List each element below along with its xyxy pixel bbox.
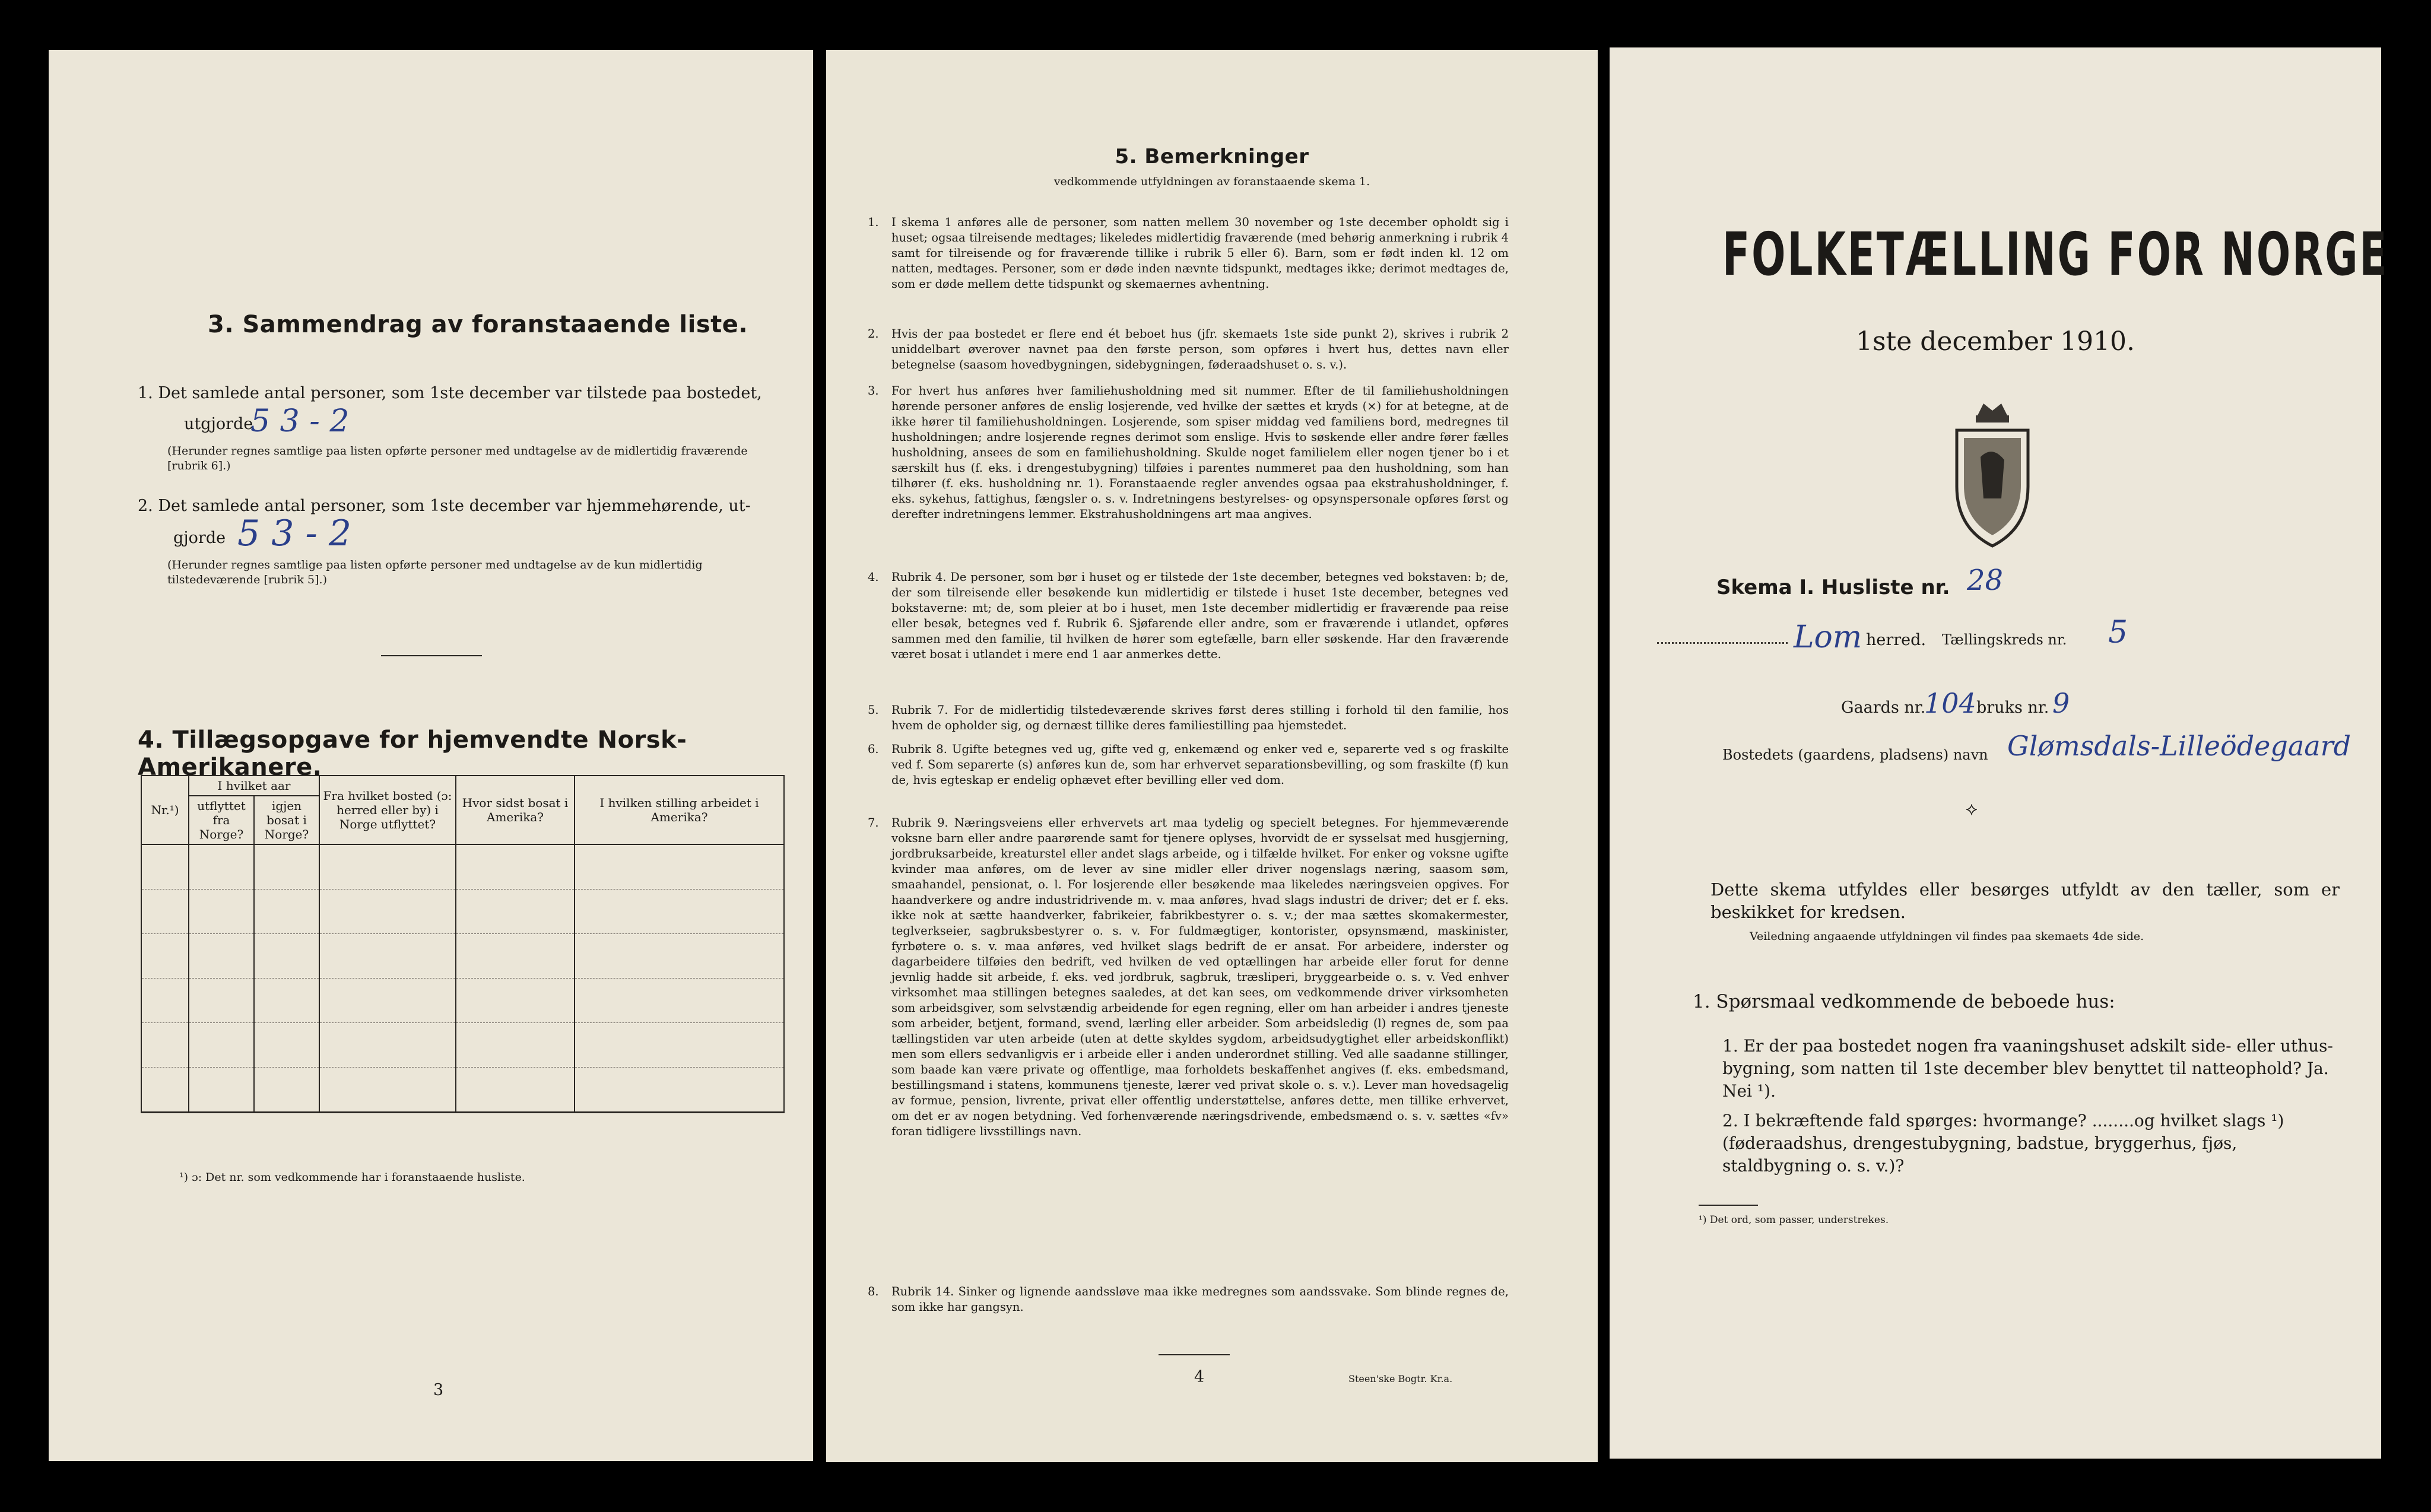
herred-label: herred.: [1866, 631, 1927, 649]
summary-item-1-note: (Herunder regnes samtlige paa listen opførte personer med undtagelse av de midlertidig fraværende [rubrik 6].): [167, 444, 748, 472]
col-last-residence: Hvor sidst bosat i Amerika?: [456, 776, 575, 844]
question-1-2: 2. I bekræftende fald spørges: hvormange? ........og hvilket slags ¹) (føderaadshus, drengestubygning, badstue, bryggerhus, fjøs, staldbygning o. s. v.)?: [1722, 1111, 2284, 1176]
table-row: [141, 1068, 784, 1113]
cover-date: 1ste december 1910.: [1855, 326, 2135, 357]
summary-item-1-lead: utgjorde: [184, 415, 253, 433]
col-returned: igjen bosat i Norge?: [254, 796, 319, 844]
summary-item-2-note: (Herunder regnes samtlige paa listen opførte personer med undtagelse av de kun midlertidig tilstedeværende [rubrik 5].): [167, 558, 703, 586]
question-1-1: 1. Er der paa bostedet nogen fra vaaningshuset adskilt side- eller uthus-bygning, som natten til 1ste december blev benyttet til natteophold? Ja. Nei ¹).: [1722, 1036, 2333, 1101]
remark-5: 5. Rubrik 7. For de midlertidig tilstedeværende skrives først deres stilling i forhold til den familie, hos hvem de opholder sig, og dernæst tillike deres familiestilling paa hjemstedet.: [868, 703, 1509, 732]
divider: [1699, 1205, 1758, 1206]
page-3: [49, 50, 813, 1461]
table-row: [141, 844, 784, 890]
bosted-label: Bostedets (gaardens, pladsens) navn: [1722, 747, 1988, 763]
summary-item-1-value: 5 3 - 2: [250, 404, 350, 439]
remark-4: 4. Rubrik 4. De personer, som bør i huset og er tilstede der 1ste december, betegnes ved bokstaven: b; de, der som tilreisende eller besøkende kun midlertidig er tilstede i huset 1ste december, betegnes ved bokstaverne: mt; de, som pleier at bo i huset, men 1ste december midlertidig er fraværende paa reise eller besøk, betegnes ved f. Rubrik 6. Sjøfarende eller andre, som er fraværende i utlandet, opføres sammen med den familie, til hvilken de hører som egtefælle, barn eller søskende. Har den fraværende været bosat i utlandet i mere end 1 aar anmerkes dette.: [868, 570, 1509, 661]
col-from-where: Fra hvilket bosted (ɔ: herred eller by) i Norge utflyttet?: [319, 776, 456, 844]
table-row: [141, 979, 784, 1023]
page-number: 4: [1194, 1368, 1205, 1386]
section-3-title: 3. Sammendrag av foranstaaende liste.: [208, 311, 748, 338]
remark-7: 7. Rubrik 9. Næringsveiens eller erhvervets art maa tydelig og specielt betegnes. For hjemmeværende voksne barn eller andre paarørende samt for tjenere oplyses, hvorvidt de er sysselsat med husgjerning, jordbruksarbeide, kreaturstel eller andet slags arbeide, og i tilfælde hvilket. For enker og voksne ugifte kvinder maa anføres, om de lever av sine midler eller driver nogenslags næring, saasom søm, smaahandel, pensionat, o. l. For losjerende eller besøkende maa likeledes næringsveien opgives. For haandverkere og andre industridrivende m. v. maa anføres, hvad slags industri de driver; det er f. eks. ikke nok at sætte haandverker, fabrikeier, fabrikbestyrer o. s. v.; der maa sættes skomakermester, teglverkseier, sagbruksbestyrer o. s. v. For fuldmægtiger, kontorister, opsynsmænd, maskinister, fyrbøtere o. s. v. maa anføres, ved hvilket slags bedrift de er ansat. For arbeidere, inderster og dagarbeidere tilføies den bedrift, ved hvilken de ved optællingen har arbeide eller forut for denne jevnlig hadde sit arbeide, f. eks. ved jordbruk, sagbruk, træsliperi, bryggearbeide o. s. v. Ved enhver virksomhet maa stillingen betegnes saaledes, at det kan sees, om vedkommende driver virksomheten som arbeidsgiver, som selvstændig arbeidende for egen regning, eller om han arbeider i andres tjeneste som arbeider, betjent, formand, svend, lærling eller arbeider. Som arbeidsledig (l) regnes de, som paa tællingstiden var uten arbeide (uten at dette skyldes sygdom, arbeidsudygtighet eller arbeidskonflikt) men som ellers sedvanligvis er i arbeide eller i anden underordnet stilling. Ved alle saadanne stillinger, som baade kan være private og offentlige, maa forholdets beskaffenhet angives (f. eks. embedsmand, bestillingsmand i statens, kommunens tjeneste, lærer ved privat skole o. s. v.). Lever man hovedsagelig av formue, pension, livrente, privat eller offentlig understøttelse, anføres dette, men tillike erhvervet, om det er av nogen betydning. Ved forhenværende næringsdrivende, embedsmænd o. s. v. sættes «fv» foran tidligere livsstillings navn.: [868, 816, 1509, 1138]
page-number: 3: [433, 1381, 444, 1399]
remarks-subtitle: vedkommende utfyldningen av foranstaaende skema 1.: [1053, 175, 1370, 188]
question-1-title: 1. Spørsmaal vedkommende de beboede hus:: [1693, 991, 2115, 1012]
summary-item-1: 1. Det samlede antal personer, som 1ste december var tilstede paa bostedet,: [138, 384, 762, 402]
husliste-nr: 28: [1967, 564, 2004, 597]
remark-1: 1. I skema 1 anføres alle de personer, som natten mellem 30 november og 1ste december opholdt sig i huset; ogsaa tilreisende medtages; likeledes midlertidig fraværende (med behørig anmerkning i rubrik 4 samt for tilreisende og for fraværende tillike i rubrik 5 eller 6). Barn, som er født inden kl. 12 om natten, medtages. Personer, som er døde inden nævnte tidspunkt, medtages ikke; derimot medtages de, som er døde mellem dette tidspunkt og skemaernes avhentning.: [868, 215, 1509, 291]
cover-footnote: ¹) Det ord, som passer, understrekes.: [1699, 1214, 1889, 1226]
coat-of-arms-icon: [1945, 398, 2040, 552]
table-row: [141, 890, 784, 934]
table-footnote: ¹) ɔ: Det nr. som vedkommende har i foranstaaende husliste.: [179, 1171, 525, 1184]
cover-page: [1610, 47, 2389, 1459]
remark-2: 2. Hvis der paa bostedet er flere end ét beboet hus (jfr. skemaets 1ste side punkt 2), skrives i rubrik 2 uniddelbart øverover navnet paa den første person, som opføres i hvert hus, dettes navn eller betegnelse (saasom hovedbygningen, sidebygningen, føderaadshuset o. s. v.).: [868, 327, 1509, 371]
kreds-label: Tællingskreds nr.: [1942, 631, 2067, 648]
table-row: [141, 1023, 784, 1068]
summary-item-2-value: 5 3 - 2: [237, 513, 352, 554]
table-row: [141, 934, 784, 979]
gaards-label: Gaards nr.: [1841, 698, 1926, 717]
bruks-value: 9: [2052, 687, 2070, 719]
summary-item-2: 2. Det samlede antal personer, som 1ste december var hjemmehørende, ut-: [138, 497, 751, 515]
remark-3: 3. For hvert hus anføres hver familiehusholdning med sit nummer. Efter de til familiehusholdningen hørende personer anføres de enslig losjerende, ved hvilke der sættes et kryds (×) for at betegne, at de ikke hører til familiehusholdningen. Losjerende, som spiser middag ved familiens bord, medregnes til husholdningen; andre losjerende regnes derimot som enslige. Hvis to søskende eller andre fører fælles husholdning, ansees de som en familiehusholdning. Skulde noget familielem eller nogen tjener bo i et særskilt hus (f. eks. i drengestubygning) tilføies i parentes nummeret paa den husholdning, som han tilhører (f. eks. husholdning nr. 1). Foranstaaende regler anvendes ogsaa paa ekstrahusholdninger, f. eks. sykehus, fattighus, fængsler o. s. v. Indretningens bestyrelses- og opsynspersonale opføres først og derefter indretningens lemmer. Ekstrahusholdningens art maa angives.: [868, 384, 1509, 521]
gaards-value: 104: [1924, 687, 1976, 719]
bruks-label: bruks nr.: [1976, 698, 2049, 717]
cover-title: FOLKETÆLLING FOR NORGE: [1722, 220, 2389, 289]
page-4: [826, 50, 1598, 1462]
guidance-text: Veiledning angaaende utfyldningen vil findes paa skemaets 4de side.: [1750, 930, 2144, 943]
remark-6: 6. Rubrik 8. Ugifte betegnes ved ug, gifte ved g, enkemænd og enker ved e, separerte ved s og fraskilte ved f. Som separerte (s) anføres kun de, som har erhvervet separationsbevilling, og som fraskilte (f) kun de, hvis egteskap er endelig ophævet efter bevilling eller ved dom.: [868, 742, 1509, 787]
schema-label: Skema I. Husliste nr.: [1716, 576, 1950, 599]
printer-imprint: Steen'ske Bogtr. Kr.a.: [1348, 1373, 1453, 1384]
instruction-text: Dette skema utfyldes eller besørges utfyldt av den tæller, som er beskikket for kredsen.: [1710, 879, 2340, 922]
ornament-icon: ⟡: [1966, 799, 1978, 819]
dotted-line: [1657, 642, 1788, 644]
kreds-value: 5: [2108, 615, 2128, 650]
norsk-amerikanere-table: [141, 775, 785, 1113]
col-group-year: I hvilket aar: [189, 776, 319, 796]
remarks-title: 5. Bemerkninger: [1115, 145, 1309, 169]
summary-item-2-lead: gjorde: [173, 529, 226, 547]
divider: [381, 655, 482, 656]
col-emigrated: utflyttet fra Norge?: [189, 796, 254, 844]
remark-8: 8. Rubrik 14. Sinker og lignende aandssløve maa ikke medregnes som aandssvake. Som blinde regnes de, som ikke har gangsyn.: [868, 1285, 1509, 1314]
col-nr: Nr.¹): [141, 776, 189, 844]
bosted-value: Glømsdals-Lilleödegaard: [2007, 730, 2351, 762]
divider: [1159, 1354, 1230, 1355]
question-1-1-answers: Ja. Nei ¹).: [1722, 1059, 2329, 1101]
col-position: I hvilken stilling arbeidet i Amerika?: [575, 776, 784, 844]
section-4-title: 4. Tillægsopgave for hjemvendte Norsk-Amerikanere.: [138, 726, 687, 781]
herred-value: Lom: [1794, 620, 1862, 655]
